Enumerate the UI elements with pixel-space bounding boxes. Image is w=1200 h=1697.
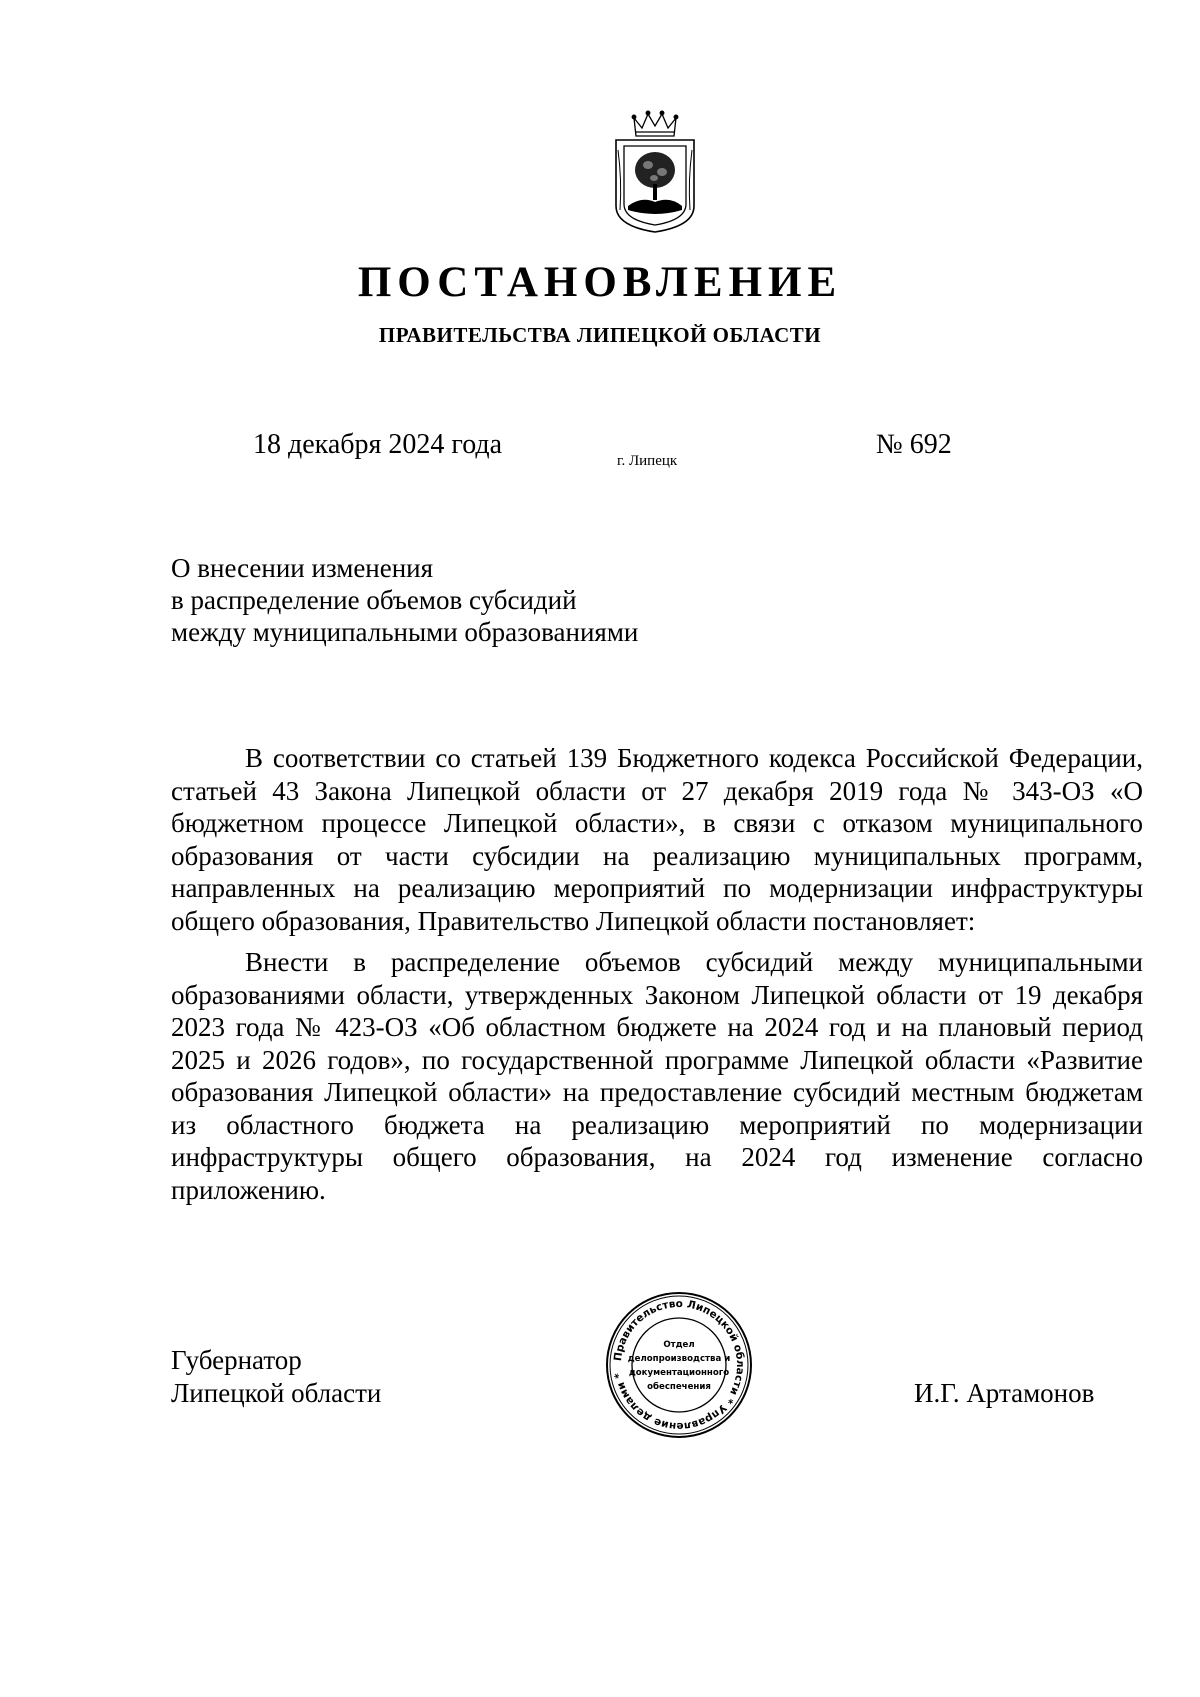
heading-line: между муниципальными образованиями [171, 617, 639, 647]
coat-of-arms-emblem [612, 110, 698, 236]
body-paragraph: Внести в распределение объемов субсидий между муниципальными образованиями области, утвержденных Законом Липецкой области от 19 декабря 2023 года № 423-ОЗ «Об областном бюджете на 2024 год и на плановый период 2025 и 2026 годов», по государственной программе Липецкой области «Развитие образования Липецкой области» на предоставление субсидий местным бюджетам из областного бюджета на реализацию мероприятий по модернизации инфраструктуры общего образования, на 2024 год изменение согласно приложению. [171, 947, 1143, 1205]
signer-position-line: Губернатор [171, 1345, 302, 1375]
signer-position [171, 1344, 381, 1410]
document-date: 18 декабря 2024 года [253, 429, 503, 460]
document-title: ПОСТАНОВЛЕНИЕ [357, 259, 843, 306]
stamp-inner-line: Отдел [663, 1340, 695, 1350]
official-stamp [604, 1290, 754, 1440]
document-subtitle: ПРАВИТЕЛЬСТВА ЛИПЕЦКОЙ ОБЛАСТИ [378, 323, 822, 347]
body-paragraph: В соответствии со статьей 139 Бюджетного кодекса Российской Федерации, статьей 43 Закона Липецкой области от 27 декабря 2019 года № 343-ОЗ «О бюджетном процессе Липецкой области», в связи с отказом муниципального образования от части субсидии на реализацию муниципальных программ, направленных на реализацию мероприятий по модернизации инфраструктуры общего образования, Правительство Липецкой области постановляет: [171, 743, 1143, 936]
document-city: г. Липецк [617, 453, 678, 469]
signer-name: И.Г. Артамонов [914, 1378, 1095, 1408]
signer-position-line: Липецкой области [171, 1378, 382, 1408]
stamp-inner-line: обеспечения [647, 1382, 711, 1392]
heading-line: О внесении изменения [171, 553, 434, 583]
document-heading [171, 552, 731, 648]
stamp-outer-text: Правительство Липецкой области * Управление делами * [612, 1297, 747, 1433]
document-body [171, 742, 1143, 1215]
document-number: № 692 [876, 429, 952, 460]
heading-line: в распределение объемов субсидий [171, 585, 577, 615]
stamp-inner-line: документационного [628, 1368, 730, 1378]
crown-icon [632, 111, 678, 136]
stamp-inner-line: делопроизводства и [627, 1354, 731, 1364]
